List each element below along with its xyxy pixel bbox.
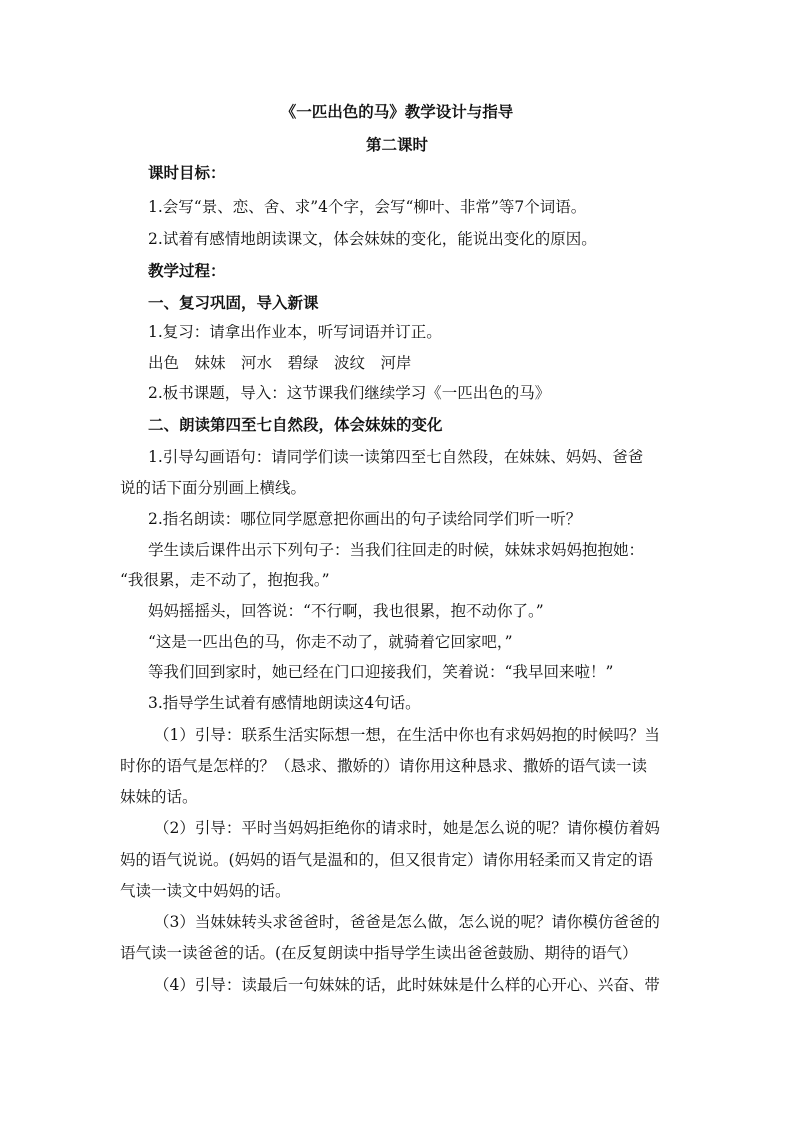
home-line (148, 662, 708, 682)
guide-3-line-1: （3）当妹妹转头求爸爸时，爸爸是怎么做，怎么说的呢？请你模仿爸爸的 (154, 913, 660, 931)
guide-2-line-2: 妈的语气说说。(妈妈的语气是温和的，但又很肯定）请你用轻柔而又肯定的语 (120, 851, 654, 869)
home-lead: 等我们回到家时，她已经在门口迎接我们，笑着说： (148, 663, 505, 681)
lesson-subtitle: 第二课时 (365, 135, 428, 154)
sister-quote-1-line (120, 570, 680, 590)
sister-quote-1: “我很累，走不动了，抱抱我。” (120, 571, 330, 589)
goal-1: 1.会写“景、恋、舍、求”4个字，会写“柳叶、非常”等7个词语。 (148, 198, 587, 216)
section-2-heading: 二、朗读第四至七自然段，体会妹妹的变化 (148, 415, 443, 434)
guide-1-line-2: 时你的语气是怎样的？（恳求、撒娇的）请你用这种恳求、撒娇的语气读一读 (120, 757, 648, 775)
dad-quote: “这是一匹出色的马，你走不动了，就骑着它回家吧，” (148, 633, 513, 651)
courseware-lead: 学生读后课件出示下列句子：当我们往回走的时候，妹妹求妈妈抱抱她： (148, 541, 645, 559)
process-heading: 教学过程： (148, 261, 226, 280)
guide-1-line-3: 妹妹的话。 (120, 788, 198, 806)
mom-line (148, 601, 708, 621)
title-intro-item: 2.板书课题，导入：这节课我们继续学习《一匹出色的马》 (148, 384, 551, 402)
review-item: 1.复习：请拿出作业本，听写词语并订正。 (148, 323, 442, 341)
dad-quote-line (148, 632, 708, 652)
dictation-words: 出色 妹妹 河水 碧绿 波纹 河岸 (148, 354, 412, 372)
guide-2-line-1: （2）引导：平时当妈妈拒绝你的请求时，她是怎么说的呢？请你模仿着妈 (154, 819, 660, 837)
mom-quote: “不行啊，我也很累，抱不动你了。” (303, 602, 544, 620)
mom-lead: 妈妈摇摇头，回答说： (148, 602, 304, 620)
guide-1-line-1: （1）引导：联系生活实际想一想，在生活中你也有求妈妈抱的时候吗？当 (154, 726, 660, 744)
guide-4-line-1: （4）引导：读最后一句妹妹的话，此时妹妹是什么样的心开心、兴奋、带 (154, 976, 660, 994)
underline-guide-line-2: 说的话下面分别画上横线。 (120, 479, 307, 497)
guide-2-line-3: 气读一读文中妈妈的话。 (120, 882, 291, 900)
sister-quote-2: “我早回来啦！” (504, 663, 614, 681)
goal-2: 2.试着有感情地朗读课文，体会妹妹的变化，能说出变化的原因。 (148, 230, 597, 248)
document-title: 《一匹出色的马》教学设计与指导 (280, 102, 514, 121)
section-1-heading: 一、复习巩固，导入新课 (148, 293, 319, 312)
goals-heading: 课时目标： (148, 163, 226, 182)
underline-guide-line-1: 1.引导勾画语句：请同学们读一读第四至七自然段，在妹妹、妈妈、爸爸 (148, 448, 644, 466)
guide-3-line-2: 语气读一读爸爸的话。(在反复朗读中指导学生读出爸爸鼓励、期待的语气） (120, 944, 638, 962)
read-aloud-item: 2.指名朗读：哪位同学愿意把你画出的句子读给同学们听一听？ (148, 510, 582, 528)
emotional-reading-item: 3.指导学生试着有感情地朗读这4句话。 (148, 694, 421, 712)
